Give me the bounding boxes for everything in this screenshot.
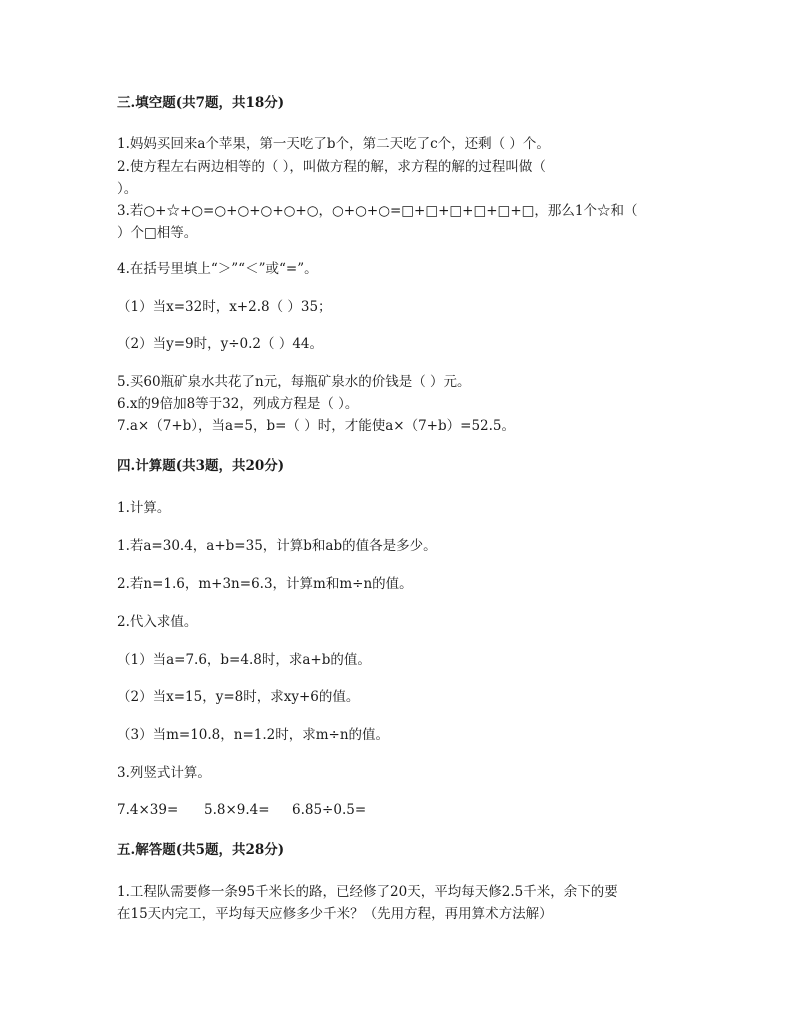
question-5-1-line-2: 在15天内完工，平均每天应修多少千米？（先用方程，再用算术方法解）	[117, 906, 553, 922]
section-3-heading: 三.填空题(共7题，共18分)	[117, 95, 285, 111]
question-3-7: 7.a×（7+b），当a=5，b=（ ）时，才能使a×（7+b）=52.5。	[117, 418, 515, 434]
question-5-1-line-1: 1.工程队需要修一条95千米长的路，已经修了20天，平均每天修2.5千米，余下的要	[117, 884, 618, 900]
question-3-3-line-2: ）个□相等。	[117, 225, 198, 241]
problem-4-1-part-1: 1.若a=30.4，a+b=35，计算b和ab的值各是多少。	[117, 538, 437, 554]
question-3-4-part-1: （1）当x=32时，x+2.8（ ）35；	[117, 299, 332, 315]
problem-4-2-part-2: （2）当x=15，y=8时，求xy+6的值。	[117, 689, 360, 705]
question-3-4: 4.在括号里填上“＞”“＜”或“=”。	[117, 261, 318, 277]
question-3-5: 5.买60瓶矿泉水共花了n元，每瓶矿泉水的价钱是（ ）元。	[117, 374, 471, 390]
problem-4-2: 2.代入求值。	[117, 614, 198, 630]
section-4-heading: 四.计算题(共3题，共20分)	[117, 458, 285, 474]
question-3-2-line-2: ）。	[117, 181, 138, 197]
vertical-calc-item: 5.8×9.4=	[204, 802, 270, 818]
question-3-1: 1.妈妈买回来a个苹果，第一天吃了b个，第二天吃了c个，还剩（ ）个。	[117, 136, 550, 152]
problem-4-1: 1.计算。	[117, 500, 171, 516]
problem-4-2-part-1: （1）当a=7.6，b=4.8时，求a+b的值。	[117, 652, 371, 668]
vertical-calc-item: 6.85÷0.5=	[292, 802, 367, 818]
question-3-3-line-1: 3.若○+☆+○=○+○+○+○+○，○+○+○=□+□+□+□+□+□，那么1个☆和（	[117, 203, 638, 219]
question-3-6: 6.x的9倍加8等于32，列成方程是（ ）。	[117, 396, 359, 412]
question-3-4-part-2: （2）当y=9时，y÷0.2（ ）44。	[117, 336, 323, 352]
problem-4-2-part-3: （3）当m=10.8，n=1.2时，求m÷n的值。	[117, 727, 390, 743]
section-5-heading: 五.解答题(共5题，共28分)	[117, 842, 285, 858]
question-3-2-line-1: 2.使方程左右两边相等的（ ），叫做方程的解，求方程的解的过程叫做（	[117, 159, 546, 175]
problem-4-1-part-2: 2.若n=1.6，m+3n=6.3，计算m和m÷n的值。	[117, 576, 413, 592]
problem-4-3: 3.列竖式计算。	[117, 765, 211, 781]
vertical-calc-item: 7.4×39=	[117, 802, 179, 818]
